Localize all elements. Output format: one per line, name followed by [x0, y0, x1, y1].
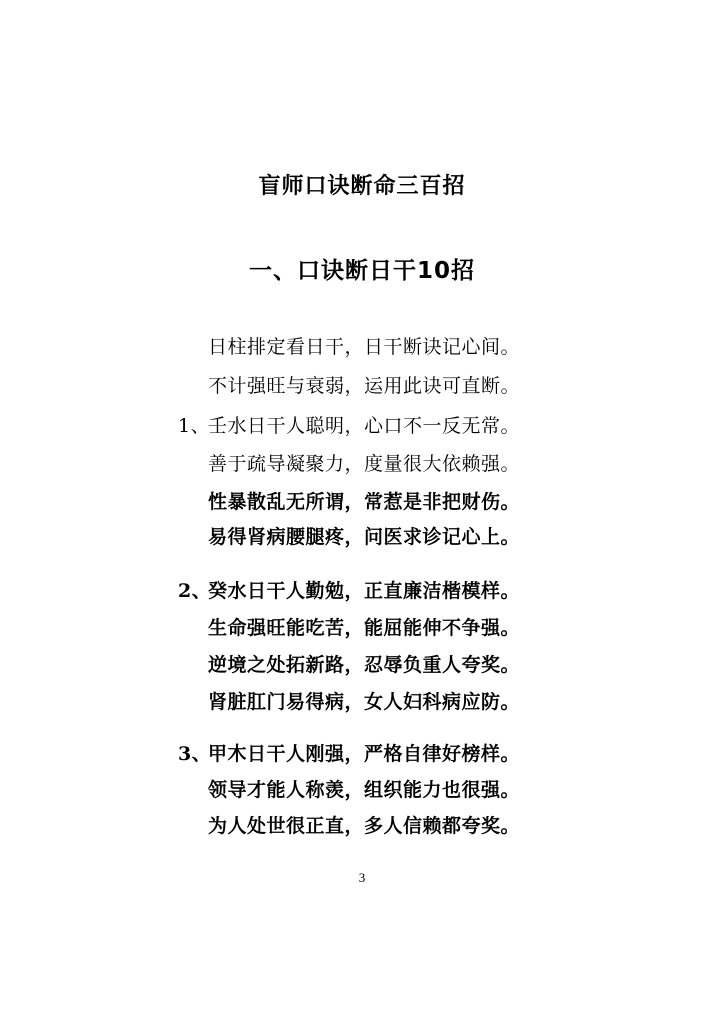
verse-line: 肾脏肛门易得病，女人妇科病应防。: [208, 691, 521, 713]
verse-text: 甲木日干人刚强，严格自律好榜样。: [208, 743, 521, 765]
verse-line: [178, 578, 521, 604]
verse-line: 易得肾病腰腿疼，问医求诊记心上。: [208, 526, 521, 548]
page-number: 3: [358, 870, 366, 885]
verse-line: 善于疏导凝聚力，度量很大依赖强。: [208, 453, 521, 475]
verse-line: 生命强旺能吃苦，能屈能伸不争强。: [208, 617, 521, 639]
verse-number: 2、: [178, 580, 212, 602]
intro-line: 不计强旺与衰弱，运用此诀可直断。: [208, 375, 521, 397]
verse-number: 3、: [178, 743, 212, 765]
verse-line: [178, 741, 521, 767]
section-title: 一、口诀断日干10招: [248, 258, 475, 284]
verse-line: [178, 413, 521, 439]
intro-line: 日柱排定看日干，日干断诀记心间。: [208, 336, 521, 358]
verse-text: 壬水日干人聪明，心口不一反无常。: [208, 415, 521, 437]
verse-line: 逆境之处拓新路，忍辱负重人夸奖。: [208, 654, 521, 676]
verse-number: 1、: [178, 415, 211, 437]
verse-line: 性暴散乱无所谓，常惹是非把财伤。: [208, 491, 521, 513]
document-title: 盲师口诀断命三百招: [258, 174, 466, 199]
verse-line: 为人处世很正直，多人信赖都夸奖。: [208, 815, 521, 837]
verse-line: 领导才能人称羡，组织能力也很强。: [208, 779, 521, 801]
verse-text: 癸水日干人勤勉，正直廉洁楷模样。: [208, 580, 521, 602]
